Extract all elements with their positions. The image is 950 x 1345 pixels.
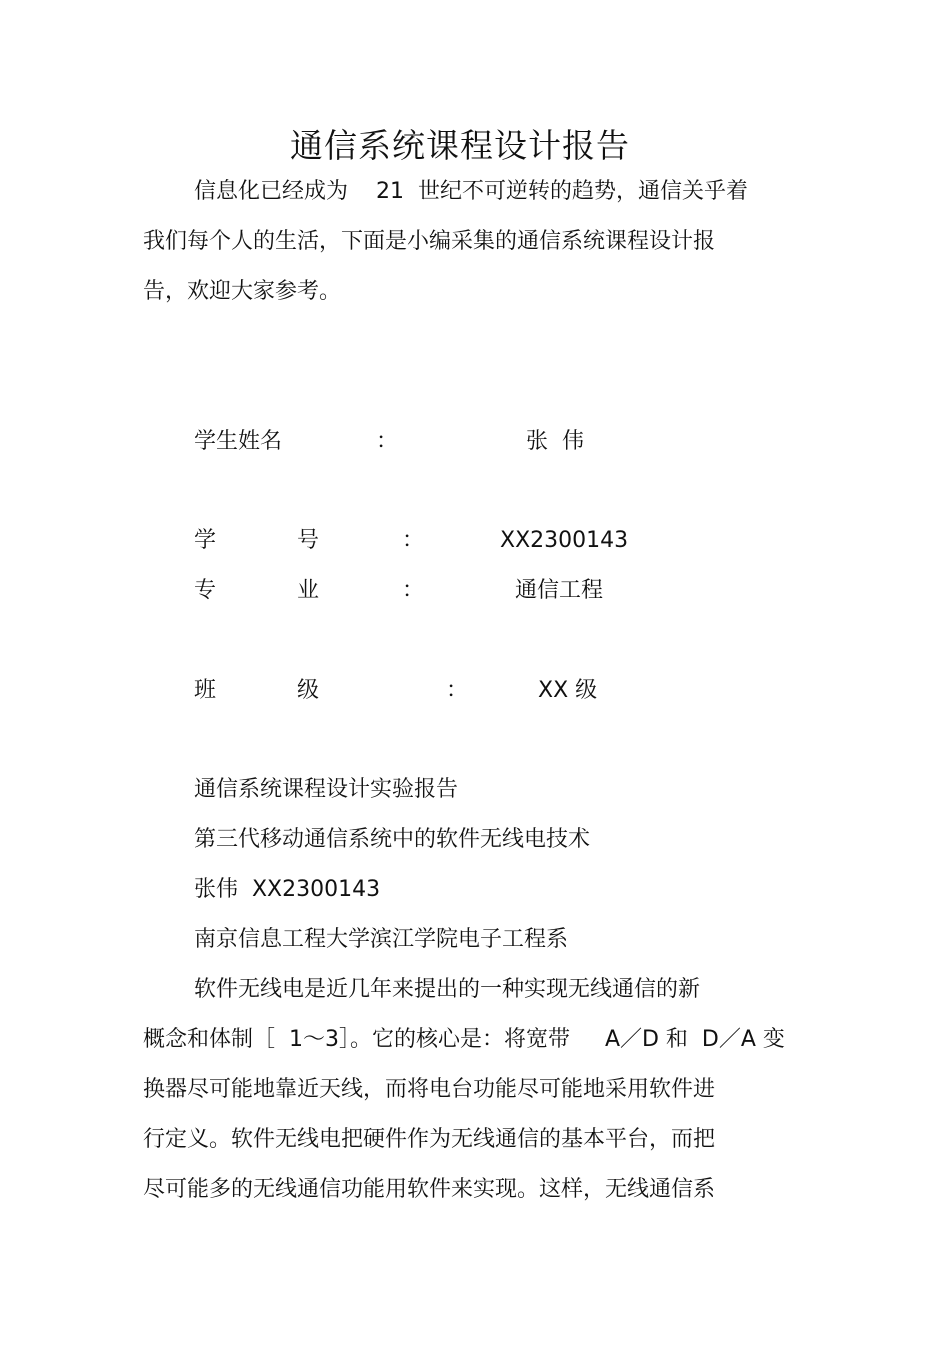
report-affiliation: 南京信息工程大学滨江学院电子工程系 <box>194 927 569 952</box>
body-line-2: 概念和体制［ 1～3］。它的核心是：将宽带 A／D 和 D／A 变 <box>143 1027 785 1052</box>
student-name-colon: ： <box>376 429 399 454</box>
student-id-value: XX2300143 <box>500 528 629 553</box>
report-topic: 第三代移动通信系统中的软件无线电技术 <box>194 827 591 852</box>
major-label-a: 专 <box>194 578 217 603</box>
body-line-3: 换器尽可能地靠近天线，而将电台功能尽可能地采用软件进 <box>143 1077 716 1102</box>
intro-line-1: 信息化已经成为 21 世纪不可逆转的趋势，通信关乎着 <box>194 179 748 204</box>
class-colon: ： <box>446 678 469 703</box>
document-title: 通信系统课程设计报告 <box>290 126 630 165</box>
student-id-label-b: 号 <box>297 528 320 553</box>
report-author: 张伟 XX2300143 <box>194 877 381 902</box>
major-value: 通信工程 <box>515 578 604 603</box>
major-label-b: 业 <box>297 578 320 603</box>
student-name-label: 学生姓名 <box>194 429 283 454</box>
report-heading: 通信系统课程设计实验报告 <box>194 777 459 802</box>
body-line-4: 行定义。软件无线电把硬件作为无线通信的基本平台，而把 <box>143 1127 716 1152</box>
intro-line-3: 告，欢迎大家参考。 <box>143 279 342 304</box>
body-line-1: 软件无线电是近几年来提出的一种实现无线通信的新 <box>194 977 701 1002</box>
class-label-b: 级 <box>297 678 320 703</box>
class-label-a: 班 <box>194 678 217 703</box>
student-name-value: 张 伟 <box>526 429 584 454</box>
student-id-label-a: 学 <box>194 528 217 553</box>
student-id-colon: ： <box>402 528 425 553</box>
class-value: XX 级 <box>538 678 598 703</box>
intro-line-2: 我们每个人的生活，下面是小编采集的通信系统课程设计报 <box>143 229 716 254</box>
major-colon: ： <box>402 578 425 603</box>
body-line-5: 尽可能多的无线通信功能用软件来实现。这样，无线通信系 <box>143 1177 716 1202</box>
